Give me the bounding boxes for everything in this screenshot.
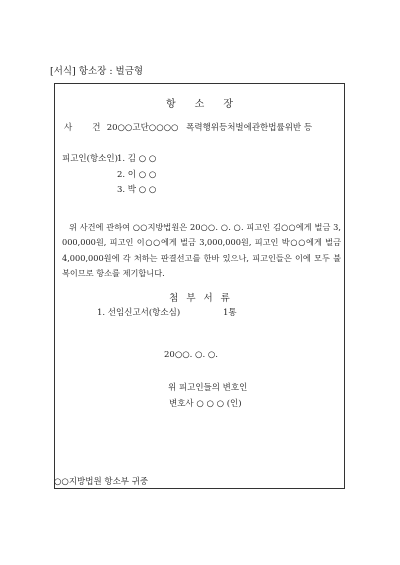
lawyer-role: 위 피고인들의 변호인 xyxy=(168,383,248,393)
appellant-label: 피고인(항소인) xyxy=(62,154,118,164)
document-frame xyxy=(54,83,345,489)
appellant-1: 1. 김 ○ ○ xyxy=(117,154,157,164)
case-name: 폭력행위등처벌에관한법률위반 등 xyxy=(186,123,313,133)
form-caption: [서식] 항소장 : 벌금형 xyxy=(50,66,144,77)
case-number: 20○○고단○○○○ xyxy=(106,123,179,133)
appellant-2: 2. 이 ○ ○ xyxy=(117,170,157,180)
filing-date: 20○○. ○. ○. xyxy=(164,350,218,360)
court-addressee: ○○지방법원 항소부 귀중 xyxy=(54,477,149,487)
document-title: 항소장 xyxy=(166,99,252,110)
attachment-quantity: 1통 xyxy=(223,308,237,318)
body-paragraph: 위 사건에 관하여 ○○지방법원은 20○○. ○. ○. 피고인 김○○에게 벌금 3,000,000원, 피고인 이○○에게 벌금 3,000,000원, 피고인 박○○에게 벌금 4,000,000원에 각 처하는 판결선고를 한바 있으나, 피고인들은 이에 모두 불복이므로 항소를 제기합니다. xyxy=(62,222,341,278)
case-row xyxy=(64,121,312,133)
appellant-3: 3. 박 ○ ○ xyxy=(117,185,157,195)
attachment-item: 1. 선임신고서(항소심) xyxy=(97,308,181,318)
attachments-title: 첨부서류 xyxy=(169,293,238,304)
lawyer-signature: 변호사 ○ ○ ○ (인) xyxy=(169,399,242,409)
case-label: 사 건 xyxy=(64,123,101,133)
